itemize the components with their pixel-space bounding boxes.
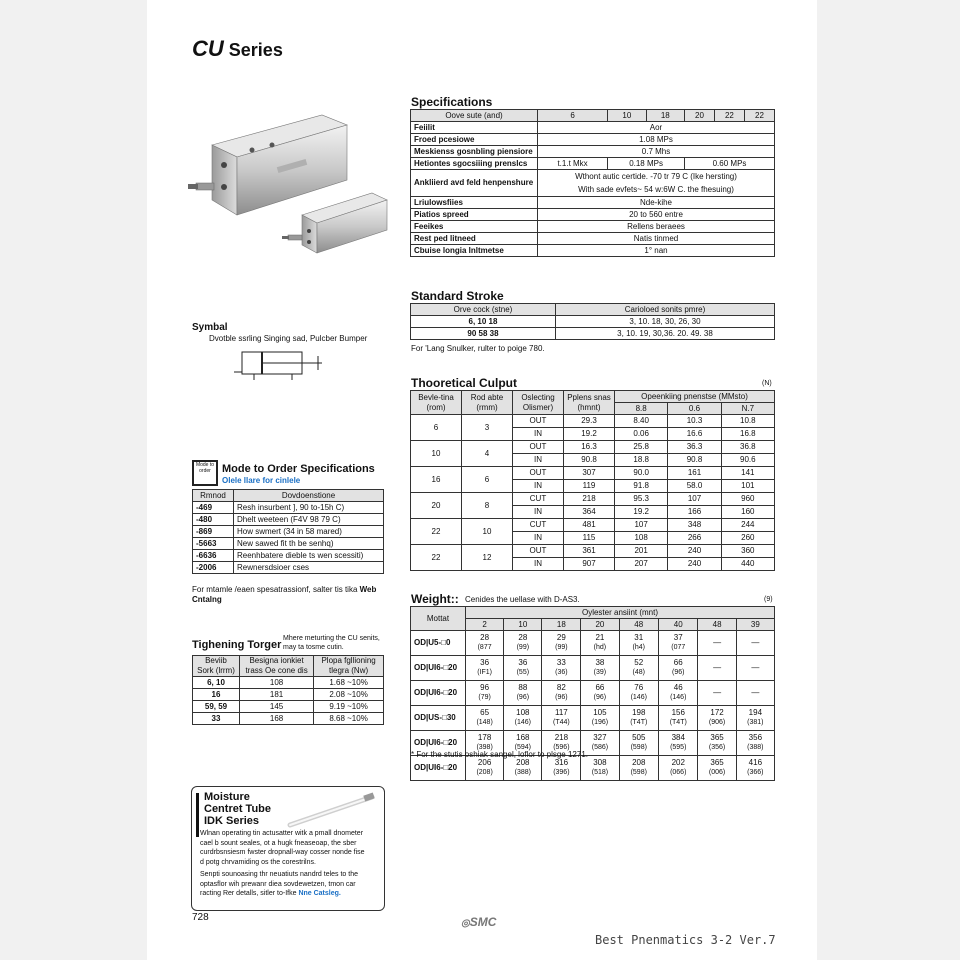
weight-cell: 202 (066) <box>659 756 698 781</box>
output-value: 90.0 <box>615 467 668 480</box>
weight-cell: 96 (79) <box>466 681 504 706</box>
order-row: -469 Resh insurbent ], 90 to-15h C) <box>193 502 384 514</box>
output-value: 29.3 <box>564 415 615 428</box>
weight-cell: 208 (388) <box>504 756 542 781</box>
weight-table: Mottat Oylester ansiint (mnt) 2 10 18 20 48 40 48 39 OD|U5-□0 28 (877 28 (99) 29 (99) 21 (hd) 31 (h4) 37 (077 — — OD|UI6-□20 36 (IF1) 36 (55) 33 (36) 38 (39) 52 (48) 66 (96) — — OD|UI6-□20 96 (79) 88 (96) 82 (96) 66 (96) 76 (146) 46 (146) — — OD|US-□30 65 (148) 108 (146) 117 (T44) 105 (196) 198 (T4T) 156 (T4T) 172 (906) 194 (381) OD|UI6-□20 178 (398) 168 (594) 218 (596) 327 (586) 505 (598) 384 (595) 365 (356) 356 (388) OD|UI6-□20 206 (208) 208 (388) 316 (396) 308 (518) 208 (598) 202 (066) 365 (006) 416 (366) <box>410 606 775 781</box>
weight-stroke: 40 <box>659 619 698 631</box>
weight-row <box>411 681 775 706</box>
weight-note: Cenides the uellase with D-AS3. <box>465 595 580 604</box>
web-catalog-link[interactable]: Nne Catsleg. <box>298 890 341 897</box>
weight-cell: — <box>698 681 736 706</box>
weight-cell: 28 (99) <box>504 631 542 656</box>
weight-cell: 65 (148) <box>466 706 504 731</box>
page-number: 728 <box>192 912 209 923</box>
stroke-row: 90 58 38 3, 10. 19, 30,36. 20. 49. 38 <box>411 328 775 340</box>
weight-stroke: 2 <box>466 619 504 631</box>
output-value: 91.8 <box>615 480 668 493</box>
weight-cell: 36 (55) <box>504 656 542 681</box>
output-row <box>411 545 775 558</box>
weight-cell: 178 (398) <box>466 731 504 756</box>
output-value: 244 <box>721 519 774 532</box>
weight-cell: 108 (146) <box>504 706 542 731</box>
spec-row: Feeikes Rellens beraees <box>411 221 775 233</box>
weight-cell: 66 (96) <box>659 656 698 681</box>
output-value: 16.3 <box>564 441 615 454</box>
weight-stroke: 39 <box>736 619 774 631</box>
output-direction: CUT <box>513 493 564 506</box>
weight-stroke: 48 <box>619 619 658 631</box>
order-row: -5663 New sawed fit th be senhq) <box>193 538 384 550</box>
weight-model: OD|US-□30 <box>411 706 466 731</box>
weight-row <box>411 706 775 731</box>
made-to-order-icon: Mode to order <box>192 460 218 486</box>
output-value: 207 <box>615 558 668 571</box>
spec-bore: 6 <box>538 110 608 122</box>
theoretical-output-heading: Thooretical Culput <box>411 376 517 390</box>
weight-row <box>411 756 775 781</box>
output-rod: 3 <box>462 415 513 441</box>
weight-heading: Weight:: <box>411 592 459 606</box>
output-value: 108 <box>615 532 668 545</box>
web-catalog-link[interactable]: Web <box>359 585 377 594</box>
accent-bar <box>196 793 199 837</box>
output-bore: 22 <box>411 519 462 545</box>
series-title: CU Series <box>192 36 283 61</box>
spec-row: Feiilit Aor <box>411 122 775 134</box>
output-direction: CUT <box>513 519 564 532</box>
output-value: 360 <box>721 545 774 558</box>
output-value: 481 <box>564 519 615 532</box>
weight-cell: 66 (96) <box>581 681 619 706</box>
output-value: 166 <box>668 506 721 519</box>
theoretical-output-table: Bevle-tina (rom) Rod abte (rmm) Oslecting Olismer) Pplens snas (hmnt) Opeenkiing pnenstse (MMsto) 8.8 0.6 N.7 6 3 OUT 29.3 8.40 10.3 10.8 IN 19.2 0.06 16.6 16.8 10 4 OUT 16.3 25.8 36.3 36.8 IN 90.8 18.8 90.8 90.6 16 6 OUT 307 90.0 161 141 IN 119 91.8 58.0 101 20 8 CUT 218 95.3 107 960 IN 364 19.2 166 160 22 10 CUT 481 107 348 244 IN 115 108 266 260 22 12 OUT 361 201 240 360 IN 907 207 240 440 <box>410 390 775 571</box>
weight-cell: 384 (595) <box>659 731 698 756</box>
torque-row: 6, 10 108 1.68 ~10% <box>193 677 384 689</box>
output-value: 240 <box>668 558 721 571</box>
weight-cell: — <box>736 656 774 681</box>
output-direction: IN <box>513 558 564 571</box>
moisture-title: Moisture Centret Tube IDK Series <box>204 791 272 827</box>
output-value: 25.8 <box>615 441 668 454</box>
output-value: 36.8 <box>721 441 774 454</box>
output-rod: 12 <box>462 545 513 571</box>
output-value: 90.6 <box>721 454 774 467</box>
made-to-order-heading: Mode to Order Specifications <box>222 463 375 475</box>
spec-row: Hetiontes sgocsiiing prenslcs t.1.t Mkx 0.18 MPs 0.60 MPs <box>411 158 775 170</box>
output-rod: 8 <box>462 493 513 519</box>
weight-model: OD|UI6-□20 <box>411 756 466 781</box>
smc-logo-icon: ◎ <box>461 918 470 929</box>
stroke-row: 6, 10 18 3, 10. 18, 30, 26, 30 <box>411 316 775 328</box>
weight-cell: 308 (518) <box>581 756 619 781</box>
output-value: 107 <box>615 519 668 532</box>
output-direction: IN <box>513 428 564 441</box>
spec-bore: 22 <box>714 110 744 122</box>
output-value: 348 <box>668 519 721 532</box>
standard-stroke-table: Orve cock (stne) Carioloed sonits pmre) 6, 10 18 3, 10. 18, 30, 26, 30 90 58 38 3, 10. 19, 30,36. 20. 49. 38 <box>410 303 775 340</box>
weight-cell: 194 (381) <box>736 706 774 731</box>
cylinder-symbol-icon <box>232 346 332 387</box>
torque-row: 16 181 2.08 ~10% <box>193 689 384 701</box>
weight-cell: 356 (388) <box>736 731 774 756</box>
output-value: 101 <box>721 480 774 493</box>
output-value: 266 <box>668 532 721 545</box>
order-row: -869 How swmert (34 in 58 mared) <box>193 526 384 538</box>
weight-cell: 198 (T4T) <box>619 706 658 731</box>
weight-footnote: * For the stutis oshiak sangel, loflor to plsge 1271. <box>411 750 588 759</box>
weight-cell: 38 (39) <box>581 656 619 681</box>
weight-cell: 33 (36) <box>542 656 581 681</box>
output-value: 8.40 <box>615 415 668 428</box>
output-direction: OUT <box>513 467 564 480</box>
output-row <box>411 441 775 454</box>
output-row <box>411 415 775 428</box>
weight-cell: 208 (598) <box>619 756 658 781</box>
spec-row: Froed pcesiowe 1.08 MPs <box>411 134 775 146</box>
output-value: 160 <box>721 506 774 519</box>
product-photo <box>182 105 412 255</box>
output-row <box>411 493 775 506</box>
weight-model: OD|UI6-□20 <box>411 681 466 706</box>
moisture-control-tube-box <box>191 786 385 911</box>
output-row <box>411 519 775 532</box>
output-value: 440 <box>721 558 774 571</box>
output-value: 16.8 <box>721 428 774 441</box>
order-row: -480 Dhelt weeteen (F4V 98 79 C) <box>193 514 384 526</box>
weight-cell: — <box>698 631 736 656</box>
spec-bore: 20 <box>685 110 715 122</box>
output-value: 0.06 <box>615 428 668 441</box>
spec-bore: 10 <box>608 110 646 122</box>
output-direction: IN <box>513 480 564 493</box>
output-row <box>411 467 775 480</box>
symbol-heading: Symbal <box>192 322 228 333</box>
output-value: 201 <box>615 545 668 558</box>
spec-bore: 22 <box>744 110 774 122</box>
made-to-order-note: For mtamle /eaen spesatrassionf, salter tis tika Web Cntalng <box>192 585 377 604</box>
output-direction: OUT <box>513 545 564 558</box>
spec-row: Piatios spreed 20 to 560 entre <box>411 209 775 221</box>
output-value: 18.8 <box>615 454 668 467</box>
spec-header-row <box>411 110 775 122</box>
tightening-torque-heading: Tighening Torger <box>192 639 282 651</box>
output-value: 907 <box>564 558 615 571</box>
catalog-page <box>147 0 817 960</box>
output-value: 240 <box>668 545 721 558</box>
output-value: 119 <box>564 480 615 493</box>
weight-cell: 416 (366) <box>736 756 774 781</box>
weight-cell: 28 (877 <box>466 631 504 656</box>
output-value: 115 <box>564 532 615 545</box>
output-bore: 20 <box>411 493 462 519</box>
weight-cell: 88 (96) <box>504 681 542 706</box>
output-value: 161 <box>668 467 721 480</box>
output-value: 90.8 <box>564 454 615 467</box>
torque-row: 33 168 8.68 ~10% <box>193 713 384 725</box>
weight-model: OD|U5-□0 <box>411 631 466 656</box>
output-bore: 6 <box>411 415 462 441</box>
output-direction: OUT <box>513 415 564 428</box>
spec-row: Ankliierd avd feld henpenshure Wthont autic certide. -70 tr 79 C (Ike hersting) With sade evfets~ 54 w:6W C. the fhesuing) <box>411 170 775 197</box>
weight-cell: 172 (906) <box>698 706 736 731</box>
output-direction: IN <box>513 454 564 467</box>
weight-cell: — <box>698 656 736 681</box>
output-rod: 4 <box>462 441 513 467</box>
weight-cell: 29 (99) <box>542 631 581 656</box>
weight-model: OD|UI6-□20 <box>411 731 466 756</box>
torque-note: Mhere meturting the CU senits, may ta tosme cutin. <box>283 635 380 651</box>
weight-cell: 21 (hd) <box>581 631 619 656</box>
weight-cell: 31 (h4) <box>619 631 658 656</box>
spec-bore-label: Oove sute (and) <box>411 110 538 122</box>
weight-row <box>411 631 775 656</box>
output-value: 10.3 <box>668 415 721 428</box>
output-bore: 22 <box>411 545 462 571</box>
spec-row: Cbuise longia Inltmetse 1° nan <box>411 245 775 257</box>
tightening-torque-table: Beviib Sork (lrrm) Besigna ionkiet trass Oe cone dis Plopa fgllioning tlegra (Nw) 6, 10 108 1.68 ~10% 16 181 2.08 ~10% 59, 59 145 9.19 ~10% 33 168 8.68 ~10% <box>192 655 384 725</box>
spec-bore: 18 <box>646 110 684 122</box>
output-value: 107 <box>668 493 721 506</box>
weight-cell: 52 (48) <box>619 656 658 681</box>
output-value: 364 <box>564 506 615 519</box>
weight-cell: 82 (96) <box>542 681 581 706</box>
footer-caption: Best Pnenmatics 3-2 Ver.7 <box>595 933 776 947</box>
weight-unit: (9) <box>764 596 773 603</box>
weight-cell: 37 (077 <box>659 631 698 656</box>
weight-cell: 76 (146) <box>619 681 658 706</box>
smc-logo: ◎SMC <box>461 915 497 929</box>
weight-cell: 36 (IF1) <box>466 656 504 681</box>
made-to-order-link[interactable]: Olele llare for cinlele <box>222 476 301 485</box>
weight-stroke: 18 <box>542 619 581 631</box>
standard-stroke-heading: Standard Stroke <box>411 289 504 303</box>
output-value: 36.3 <box>668 441 721 454</box>
weight-stroke: 20 <box>581 619 619 631</box>
order-row: -6636 Reenhbatere dieble ts wen scessiti) <box>193 550 384 562</box>
weight-stroke: 48 <box>698 619 736 631</box>
weight-cell: 505 (598) <box>619 731 658 756</box>
weight-cell: 206 (208) <box>466 756 504 781</box>
output-direction: IN <box>513 532 564 545</box>
weight-cell: 316 (396) <box>542 756 581 781</box>
weight-cell: 117 (T44) <box>542 706 581 731</box>
output-value: 10.8 <box>721 415 774 428</box>
output-bore: 16 <box>411 467 462 493</box>
weight-cell: 327 (586) <box>581 731 619 756</box>
weight-cell: 105 (196) <box>581 706 619 731</box>
weight-cell: — <box>736 681 774 706</box>
weight-cell: — <box>736 631 774 656</box>
spec-row: Meskienss gosnbling piensiore 0.7 Mhs <box>411 146 775 158</box>
weight-row <box>411 656 775 681</box>
output-rod: 6 <box>462 467 513 493</box>
output-direction: OUT <box>513 441 564 454</box>
weight-cell: 168 (594) <box>504 731 542 756</box>
weight-cell: 365 (006) <box>698 756 736 781</box>
output-bore: 10 <box>411 441 462 467</box>
output-value: 95.3 <box>615 493 668 506</box>
output-value: 58.0 <box>668 480 721 493</box>
stroke-note: For 'Lang Snulker, rulter to poige 780. <box>411 344 545 353</box>
output-value: 16.6 <box>668 428 721 441</box>
moisture-body: Wlnan operating tin actusatter witk a pmall dnometer cael b sount seales, ot a hugk fneaseoap, the sber curdrbsnsiesm fwster dropnall-way cosser nonde fise d potg chrvamiding os the corestrilns. Senpti sounoasing thr neuatiuts nandrd teles to the optasflor wih prewanr diea sovdewetzen, tmon car racting Rer detalls, sitler to-Ifke Nne Catsleg. <box>200 830 365 897</box>
order-row: -2006 Rewnersdsioer cses <box>193 562 384 574</box>
output-value: 260 <box>721 532 774 545</box>
output-value: 307 <box>564 467 615 480</box>
output-value: 141 <box>721 467 774 480</box>
weight-stroke-header-row <box>411 619 775 631</box>
output-rod: 10 <box>462 519 513 545</box>
torque-row: 59, 59 145 9.19 ~10% <box>193 701 384 713</box>
output-value: 960 <box>721 493 774 506</box>
output-value: 90.8 <box>668 454 721 467</box>
output-value: 218 <box>564 493 615 506</box>
weight-cell: 218 (596) <box>542 731 581 756</box>
spec-row: Rest ped litneed Natis tinmed <box>411 233 775 245</box>
weight-model: OD|UI6-□20 <box>411 656 466 681</box>
weight-cell: 46 (146) <box>659 681 698 706</box>
specifications-heading: Specifications <box>411 95 493 109</box>
weight-stroke: 10 <box>504 619 542 631</box>
weight-cell: 156 (T4T) <box>659 706 698 731</box>
output-unit: (N) <box>762 380 772 387</box>
output-value: 361 <box>564 545 615 558</box>
weight-cell: 365 (356) <box>698 731 736 756</box>
made-to-order-table: Rmnod Dovdoenstione -469 Resh insurbent ], 90 to-15h C) -480 Dhelt weeteen (F4V 98 79 C) -869 How swmert (34 in 58 mared) -5663 New sawed fit th be senhq) -6636 Reenhbatere dieble ts wen scessiti) -2006 Rewnersdsioer cses <box>192 489 384 574</box>
output-value: 19.2 <box>615 506 668 519</box>
output-direction: IN <box>513 506 564 519</box>
specifications-table <box>410 109 775 257</box>
output-value: 19.2 <box>564 428 615 441</box>
symbol-subtitle: Dvotble ssrling Singing sad, Pulcber Bumper <box>209 334 368 343</box>
spec-row: Lriulowsfiies Nde-kihe <box>411 197 775 209</box>
